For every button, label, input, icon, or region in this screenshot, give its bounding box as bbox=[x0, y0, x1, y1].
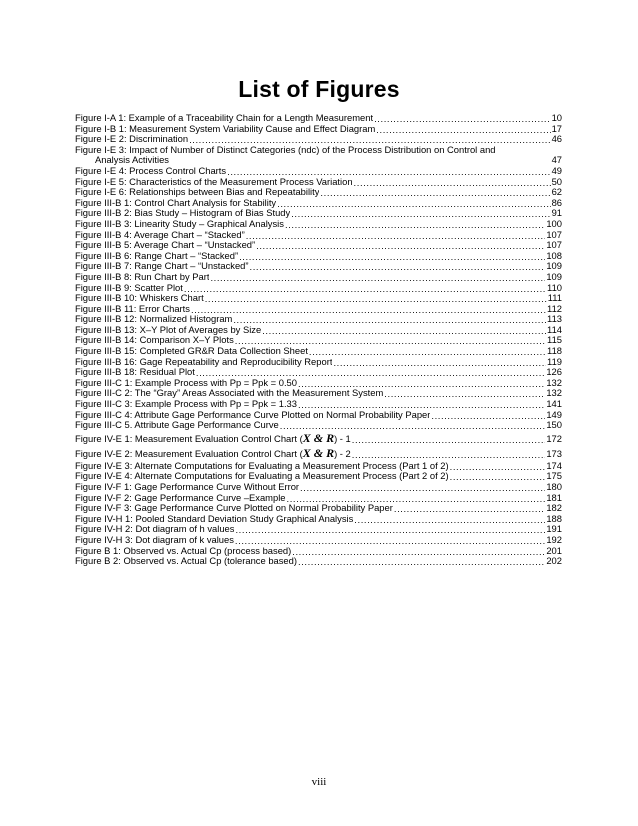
figure-label: Figure III-C 4: Attribute Gage Performance Curve Plotted on Normal Probability Paper bbox=[75, 409, 431, 420]
figure-page-number: 191 bbox=[546, 524, 562, 535]
figure-entry[interactable] bbox=[75, 378, 562, 389]
dot-leader bbox=[292, 546, 545, 556]
figure-label: Figure III-B 18: Residual Plot bbox=[75, 367, 195, 378]
figure-label: Figure III-B 4: Average Chart – “Stacked” bbox=[75, 229, 245, 240]
dot-leader bbox=[298, 557, 545, 567]
figure-label: Figure III-B 12: Normalized Histogram bbox=[75, 314, 233, 325]
figure-page-number: 150 bbox=[546, 420, 562, 431]
figure-label: Figure IV-E 3: Alternate Computations for Evaluating a Measurement Process (Part 1 of 2) bbox=[75, 460, 449, 471]
figure-entry[interactable] bbox=[75, 335, 562, 346]
figure-label: Figure III-B 7: Range Chart – “Unstacked” bbox=[75, 261, 249, 272]
figure-label: Figure I-E 3: Impact of Number of Distinct Categories (ndc) of the Process Distribution on Control and bbox=[75, 143, 496, 155]
x-bar-r-symbol bbox=[303, 431, 334, 445]
dot-leader bbox=[280, 421, 546, 431]
dot-leader bbox=[227, 167, 550, 177]
figure-page-number: 174 bbox=[546, 460, 562, 471]
figure-label: Figure III-C 2: The “Gray” Areas Associated with the Measurement System bbox=[75, 388, 384, 399]
figure-page-number: 112 bbox=[547, 303, 562, 314]
figure-label: Figure IV-F 3: Gage Performance Curve Plotted on Normal Probability Paper bbox=[75, 503, 393, 514]
dot-leader bbox=[170, 156, 551, 166]
figure-entry[interactable] bbox=[75, 198, 562, 209]
figure-entry[interactable] bbox=[75, 251, 562, 262]
figure-entry[interactable] bbox=[75, 546, 562, 557]
dot-leader bbox=[235, 536, 545, 546]
figure-label-continuation: Analysis Activities bbox=[95, 154, 169, 166]
figure-page-number: 46 bbox=[551, 134, 562, 145]
figure-label: Figure IV-F 2: Gage Performance Curve –Example bbox=[75, 492, 286, 503]
figure-label-suffix: ) - 2 bbox=[334, 447, 351, 459]
figure-label: Figure III-B 3: Linearity Study – Graphical Analysis bbox=[75, 218, 284, 229]
figure-entry[interactable] bbox=[75, 325, 562, 336]
figure-entry[interactable] bbox=[75, 177, 562, 188]
figure-label: Figure IV-E 4: Alternate Computations for Evaluating a Measurement Process (Part 2 of 2) bbox=[75, 471, 449, 482]
figure-label: Figure III-B 6: Range Chart – “Stacked” bbox=[75, 250, 239, 261]
figure-label: Figure III-C 1: Example Process with Pp = Ppk = 0.50 bbox=[75, 377, 297, 388]
dot-leader bbox=[235, 525, 545, 535]
figure-entry[interactable] bbox=[75, 446, 562, 461]
figure-entry[interactable] bbox=[75, 493, 562, 504]
figure-entry[interactable] bbox=[75, 187, 562, 198]
figure-label bbox=[75, 446, 351, 461]
figure-page-number: 100 bbox=[546, 218, 562, 229]
figure-label: Figure IV-H 2: Dot diagram of h values bbox=[75, 524, 235, 535]
figure-label: Figure III-B 8: Run Chart by Part bbox=[75, 271, 210, 282]
figure-entry[interactable] bbox=[75, 471, 562, 482]
figure-entry[interactable] bbox=[75, 293, 562, 304]
figure-page-number: 132 bbox=[546, 388, 562, 399]
figure-page-number: 149 bbox=[546, 409, 562, 420]
figure-label: Figure I-E 5: Characteristics of the Measurement Process Variation bbox=[75, 176, 353, 187]
figure-entry[interactable] bbox=[75, 367, 562, 378]
figure-page-number: 114 bbox=[547, 324, 562, 335]
dot-leader bbox=[246, 230, 546, 240]
figure-label: Figure III-B 5: Average Chart – “Unstacked” bbox=[75, 240, 256, 251]
and-r-glyph: & R bbox=[310, 430, 335, 445]
figure-entry[interactable] bbox=[75, 304, 562, 315]
dot-leader bbox=[235, 336, 546, 346]
dot-leader bbox=[262, 325, 546, 335]
dot-leader bbox=[431, 410, 545, 420]
figure-page-number: 115 bbox=[547, 335, 562, 346]
figure-label: Figure III-C 5. Attribute Gage Performance Curve bbox=[75, 420, 279, 431]
figure-entry[interactable] bbox=[75, 357, 562, 368]
figure-page-number: 180 bbox=[546, 482, 562, 492]
figure-entry[interactable] bbox=[75, 482, 562, 493]
figure-page-number: 172 bbox=[546, 432, 562, 444]
figure-entry[interactable] bbox=[75, 240, 562, 251]
figure-label: Figure III-B 9: Scatter Plot bbox=[75, 282, 183, 293]
figure-page-number: 181 bbox=[546, 492, 562, 503]
dot-leader bbox=[298, 400, 545, 410]
figure-entry[interactable] bbox=[75, 399, 562, 410]
page-title: List of Figures bbox=[238, 76, 400, 102]
figure-page-number: 175 bbox=[546, 471, 562, 482]
figure-page-number: 126 bbox=[546, 367, 562, 378]
dot-leader bbox=[233, 315, 546, 325]
figure-page-number: 192 bbox=[546, 534, 562, 545]
figure-entry[interactable] bbox=[75, 230, 562, 241]
figure-label: Figure I-B 1: Measurement System Variability Cause and Effect Diagram bbox=[75, 123, 376, 134]
page-number-footer: viii bbox=[311, 776, 327, 788]
dot-leader bbox=[285, 220, 545, 230]
list-of-figures bbox=[75, 113, 562, 567]
dot-leader bbox=[250, 262, 546, 272]
figure-page-number: 173 bbox=[546, 447, 562, 459]
figure-page-number: 188 bbox=[546, 513, 562, 524]
figure-entry[interactable] bbox=[75, 166, 562, 177]
dot-leader bbox=[374, 114, 550, 124]
figure-page-number: 118 bbox=[547, 346, 562, 357]
figure-entry[interactable] bbox=[75, 461, 562, 472]
figure-label: Figure I-E 6: Relationships between Bias and Repeatability bbox=[75, 187, 320, 198]
figure-page-number: 107 bbox=[546, 240, 562, 251]
dot-leader bbox=[394, 504, 545, 514]
figure-label: Figure I-E 2: Discrimination bbox=[75, 134, 189, 145]
x-bar-glyph: $\overline{X}$ bbox=[302, 445, 311, 460]
figure-page-number: 17 bbox=[551, 123, 562, 134]
figure-page-number: 111 bbox=[547, 293, 562, 304]
figure-page-number: 110 bbox=[547, 282, 562, 293]
figure-entry[interactable] bbox=[75, 314, 562, 325]
figure-page-number: 49 bbox=[551, 165, 562, 176]
x-bar-r-symbol bbox=[303, 446, 334, 460]
figure-page-number: 108 bbox=[546, 250, 562, 261]
figure-page-number: 141 bbox=[546, 399, 562, 410]
dot-leader bbox=[333, 357, 546, 367]
figure-label-prefix: Figure IV-E 1: Measurement Evaluation Control Chart ( bbox=[75, 432, 303, 444]
figure-entry[interactable] bbox=[75, 420, 562, 431]
figure-page-number: 50 bbox=[551, 176, 562, 187]
figure-page-number: 132 bbox=[546, 377, 562, 388]
figure-page-number: 107 bbox=[546, 229, 562, 240]
figure-label: Figure B 1: Observed vs. Actual Cp (process based) bbox=[75, 545, 292, 556]
dot-leader bbox=[354, 177, 551, 187]
figure-label-prefix: Figure IV-E 2: Measurement Evaluation Control Chart ( bbox=[75, 447, 303, 459]
dot-leader bbox=[354, 514, 545, 524]
figure-page-number: 182 bbox=[546, 503, 562, 514]
figure-label: Figure III-B 13: X–Y Plot of Averages by Size bbox=[75, 324, 262, 335]
figure-label: Figure III-B 14: Comparison X–Y Plots bbox=[75, 335, 234, 346]
dot-leader bbox=[298, 378, 545, 388]
dot-leader bbox=[309, 347, 546, 357]
figure-label-suffix: ) - 1 bbox=[334, 432, 351, 444]
figure-entry[interactable] bbox=[75, 272, 562, 283]
figure-page-number: 119 bbox=[547, 356, 562, 367]
figure-label: Figure IV-F 1: Gage Performance Curve Without Error bbox=[75, 482, 300, 492]
figure-entry[interactable] bbox=[75, 346, 562, 357]
dot-leader bbox=[291, 209, 550, 219]
figure-entry[interactable] bbox=[75, 145, 562, 166]
figure-label: Figure III-B 1: Control Chart Analysis for Stability bbox=[75, 197, 277, 208]
dot-leader bbox=[450, 461, 546, 471]
figure-page-number: 10 bbox=[551, 113, 562, 123]
dot-leader bbox=[239, 251, 545, 261]
figure-page-number: 201 bbox=[546, 545, 562, 556]
dot-leader bbox=[184, 283, 546, 293]
dot-leader bbox=[277, 198, 550, 208]
figure-label: Figure III-B 11: Error Charts bbox=[75, 303, 190, 314]
figure-label: Figure III-B 2: Bias Study – Histogram of Bias Study bbox=[75, 208, 291, 219]
figure-page-number: 86 bbox=[551, 197, 562, 208]
figure-page-number: 202 bbox=[546, 556, 562, 567]
figure-page-number: 62 bbox=[551, 187, 562, 198]
dot-leader bbox=[205, 294, 547, 304]
dot-leader bbox=[450, 472, 546, 482]
figure-page-number: 109 bbox=[546, 271, 562, 282]
figure-label: Figure III-B 16: Gage Repeatability and Reproducibility Report bbox=[75, 356, 333, 367]
dot-leader bbox=[191, 304, 546, 314]
figure-entry[interactable] bbox=[75, 524, 562, 535]
dot-leader bbox=[384, 389, 545, 399]
figure-label: Figure III-B 10: Whiskers Chart bbox=[75, 293, 204, 304]
figure-entry[interactable] bbox=[75, 261, 562, 272]
figure-label: Figure IV-H 1: Pooled Standard Deviation Study Graphical Analysis bbox=[75, 513, 354, 524]
figure-entry[interactable] bbox=[75, 535, 562, 546]
dot-leader bbox=[320, 188, 550, 198]
figure-entry[interactable] bbox=[75, 431, 562, 446]
figure-label: Figure III-C 3: Example Process with Pp = Ppk = 1.33 bbox=[75, 399, 297, 410]
figure-label: Figure III-B 15: Completed GR&R Data Collection Sheet bbox=[75, 346, 308, 357]
figure-entry[interactable] bbox=[75, 556, 562, 567]
dot-leader bbox=[210, 273, 545, 283]
figure-label: Figure B 2: Observed vs. Actual Cp (tolerance based) bbox=[75, 556, 297, 567]
dot-leader bbox=[376, 124, 550, 134]
x-bar-glyph: $\overline{X}$ bbox=[302, 430, 311, 445]
figure-page-number: 109 bbox=[546, 261, 562, 272]
figure-page-number: 91 bbox=[551, 208, 562, 219]
figure-label: Figure I-A 1: Example of a Traceability Chain for a Length Measurement bbox=[75, 113, 374, 123]
dot-leader bbox=[300, 483, 545, 493]
dot-leader bbox=[196, 368, 545, 378]
figure-entry[interactable] bbox=[75, 503, 562, 514]
dot-leader bbox=[256, 241, 545, 251]
dot-leader bbox=[352, 451, 546, 461]
and-r-glyph: & R bbox=[310, 445, 335, 460]
figure-label: Figure IV-H 3: Dot diagram of k values bbox=[75, 534, 234, 545]
dot-leader bbox=[189, 135, 551, 145]
figure-entry[interactable] bbox=[75, 283, 562, 294]
dot-leader bbox=[287, 493, 546, 503]
figure-entry[interactable] bbox=[75, 514, 562, 525]
figure-entry[interactable] bbox=[75, 219, 562, 230]
figure-label: Figure I-E 4: Process Control Charts bbox=[75, 165, 227, 176]
figure-entry[interactable] bbox=[75, 410, 562, 421]
figure-entry[interactable] bbox=[75, 124, 562, 135]
figure-entry[interactable] bbox=[75, 208, 562, 219]
figure-entry[interactable] bbox=[75, 388, 562, 399]
figure-page-number: 47 bbox=[551, 154, 562, 166]
figure-entry[interactable] bbox=[75, 113, 562, 124]
figure-label bbox=[75, 431, 351, 446]
dot-leader bbox=[352, 436, 546, 446]
figure-page-number: 113 bbox=[547, 314, 562, 325]
